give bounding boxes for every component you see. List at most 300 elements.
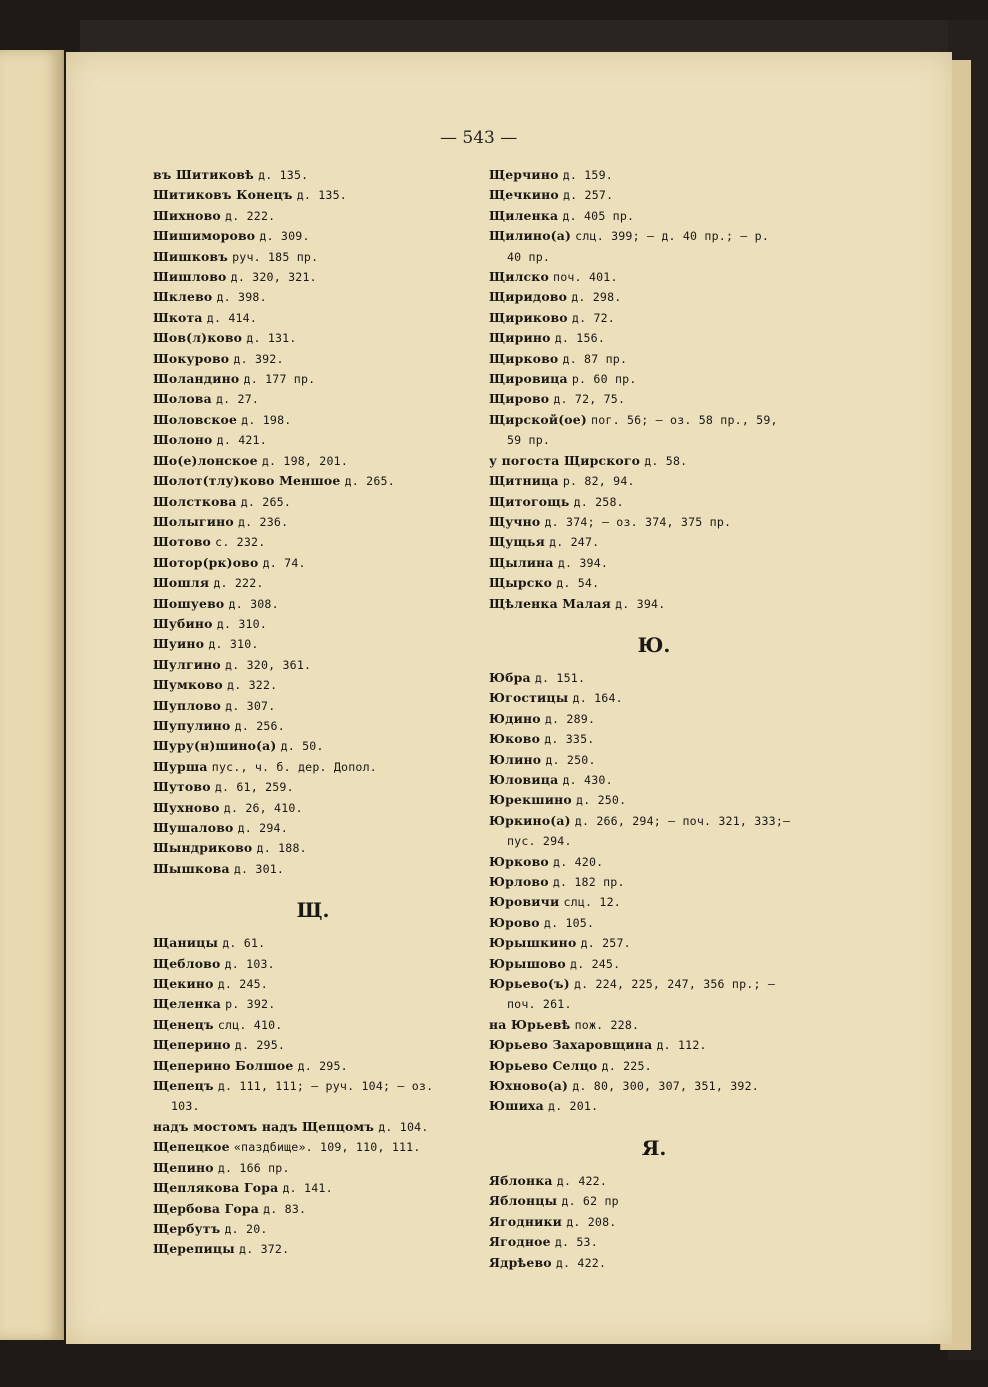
entry-name: Щирково [489, 350, 559, 366]
entry-reference: д. 245. [217, 977, 268, 992]
entry-reference: д. 61, 259. [214, 780, 294, 795]
entry-reference: д. 258. [573, 494, 624, 509]
index-entry [489, 790, 819, 810]
entry-name: Щербова Гора [153, 1200, 259, 1216]
entry-name: Шоландино [153, 371, 240, 387]
entry-name: Щеперино Болшое [153, 1057, 294, 1073]
entry-reference: д. 156. [554, 331, 606, 346]
entry-name: Щаницы [153, 935, 219, 951]
index-entry [153, 165, 473, 185]
index-entry [489, 994, 819, 1014]
entry-reference: д. 58. [644, 453, 688, 468]
entry-reference: д. 265. [344, 474, 395, 489]
index-entry [153, 1056, 473, 1076]
index-entry [153, 736, 473, 756]
entry-name: Шокурово [153, 350, 230, 366]
entry-reference: д. 80, 300, 307, 351, 392. [572, 1079, 759, 1094]
entry-reference: 103. [171, 1099, 200, 1114]
entry-name: Шындриково [153, 840, 253, 856]
index-entry [153, 410, 473, 430]
entry-reference: д. 320, 361. [225, 657, 312, 672]
index-entry [489, 1212, 819, 1232]
entry-reference: д. 83. [263, 1201, 307, 1216]
entry-name: Юркино(а) [489, 812, 571, 828]
entry-name: Юшиха [489, 1098, 544, 1114]
entry-reference: д. 372. [239, 1242, 290, 1257]
right-column [489, 165, 819, 1273]
entry-name: Юрьево(ъ) [489, 976, 570, 992]
entry-reference: поч. 401. [553, 270, 618, 285]
entry-name: Шолот(тлу)ково Меншое [153, 473, 341, 489]
entry-reference: д. 307. [225, 698, 276, 713]
entry-reference: д. 131. [246, 331, 297, 346]
entry-reference: слц. 410. [217, 1017, 283, 1032]
index-entry [153, 512, 473, 532]
index-entry [489, 1035, 819, 1055]
entry-reference: слц. 12. [563, 895, 621, 910]
entry-name: Щиридово [489, 289, 568, 305]
index-entry [489, 1232, 819, 1252]
entry-name: Юловица [489, 771, 559, 787]
entry-reference: д. 320, 321. [230, 270, 317, 285]
entry-reference: р. 392. [225, 997, 276, 1012]
index-entry [489, 328, 819, 348]
entry-name: Шышкова [153, 860, 230, 876]
entry-name: Юлино [489, 751, 542, 767]
entry-reference: д. 87 пр. [562, 351, 628, 366]
entry-reference: р. 82, 94. [562, 474, 635, 489]
entry-name: Щырско [489, 575, 553, 591]
index-entry [489, 933, 819, 953]
entry-reference: руч. 185 пр. [232, 249, 319, 264]
entry-name: Щеблово [153, 955, 221, 971]
index-entry [489, 954, 819, 974]
entry-name: Щеперино [153, 1037, 231, 1053]
index-entry [153, 1219, 473, 1239]
index-entry [153, 994, 473, 1014]
entry-reference: д. 198. [241, 412, 292, 427]
index-entry [153, 859, 473, 879]
entry-reference: д. 420. [553, 854, 604, 869]
entry-reference: д. 250. [576, 793, 627, 808]
entry-name: Юрково [489, 853, 549, 869]
entry-reference: пог. 56; — оз. 58 пр., 59, [591, 412, 778, 427]
entry-name: Яблонцы [489, 1193, 558, 1209]
entry-reference: д. 103. [224, 956, 275, 971]
section-heading-ya: Я. [641, 1135, 667, 1160]
entry-name: Щирино [489, 330, 551, 346]
index-entry [489, 226, 819, 246]
entry-reference: д. 301. [233, 861, 285, 876]
entry-name: Шутово [153, 779, 211, 795]
entry-name: Щерчино [489, 167, 559, 182]
entry-reference: пус., ч. б. дер. Допол. [211, 759, 377, 774]
entry-name: Щерепицы [153, 1241, 235, 1257]
entry-name: Щущья [489, 534, 545, 550]
entry-reference: д. 222. [213, 576, 264, 591]
entry-name: Шотор(рк)ово [153, 554, 259, 570]
entry-reference: д. 422. [556, 1173, 608, 1188]
index-entry [153, 1117, 473, 1137]
entry-name: Шолова [153, 391, 212, 407]
entry-name: Щеленка [153, 996, 221, 1012]
section-heading-yu: Ю. [637, 632, 671, 657]
entry-reference: д. 151. [534, 670, 586, 685]
entry-name: Шолсткова [153, 493, 237, 509]
entry-reference: д. 208. [566, 1214, 617, 1229]
entry-name: Шупулино [153, 717, 231, 733]
entry-reference: д. 398. [216, 290, 267, 305]
entry-name: Щеплякова Гора [153, 1180, 279, 1196]
index-entry [489, 750, 819, 770]
index-entry [489, 1056, 819, 1076]
left-entries-b [153, 933, 473, 1260]
index-entry [153, 974, 473, 994]
entry-name: Юбра [489, 669, 531, 685]
index-entry [153, 287, 473, 307]
entry-reference: д. 394. [557, 555, 609, 570]
entry-name: Шотово [153, 534, 211, 550]
index-entry [153, 933, 473, 953]
index-entry [489, 872, 819, 892]
index-entry [489, 831, 819, 851]
index-entry [489, 185, 819, 205]
entry-reference: д. 198, 201. [261, 453, 349, 468]
entry-reference: д. 72. [571, 310, 615, 325]
index-entry [489, 852, 819, 872]
entry-name: Шурша [153, 758, 208, 774]
index-entry [153, 1158, 473, 1178]
entry-reference: д. 310. [216, 616, 268, 631]
index-entry [153, 675, 473, 695]
entry-reference: д. 26, 410. [223, 800, 303, 815]
entry-name: Шишиморово [153, 228, 256, 244]
entry-name: Шушалово [153, 820, 234, 835]
entry-reference: д. 177 пр. [243, 372, 316, 387]
entry-reference: д. 104. [378, 1119, 429, 1134]
index-entry [153, 369, 473, 389]
entry-reference: д. 182 пр. [552, 875, 625, 889]
entry-reference: д. 257. [580, 936, 631, 951]
index-entry [153, 1178, 473, 1198]
entry-name: Шо(е)лонское [153, 452, 258, 468]
entry-name: Щербутъ [153, 1220, 221, 1236]
index-entry [153, 1239, 473, 1259]
entry-name: Юрлово [489, 874, 549, 889]
entry-reference: д. 247. [549, 535, 600, 550]
entry-name: Ядрѣево [489, 1254, 552, 1270]
entry-name: Юхново(а) [489, 1078, 569, 1094]
index-entry [153, 349, 473, 369]
right-entries-b [489, 668, 819, 1117]
entry-reference: поч. 261. [507, 997, 572, 1012]
entry-reference: д. 394. [615, 596, 666, 611]
entry-reference: д. 289. [544, 711, 596, 726]
index-entry [153, 818, 473, 838]
entry-reference: д. 50. [280, 739, 324, 754]
entry-reference: д. 405 пр. [562, 208, 635, 223]
entry-reference: д. 414. [206, 310, 258, 325]
entry-reference: д. 422. [555, 1255, 607, 1270]
entry-reference: д. 74. [262, 555, 306, 570]
entry-reference: «паздбище». 109, 110, 111. [233, 1140, 421, 1155]
index-entry [153, 573, 473, 593]
right-entries-a [489, 165, 819, 614]
index-entry [489, 1096, 819, 1116]
index-entry [153, 1199, 473, 1219]
entry-reference: д. 164. [572, 691, 623, 706]
entry-reference: д. 392. [233, 351, 284, 366]
entry-reference: д. 310. [208, 637, 259, 652]
entry-name: Шуру(н)шино(а) [153, 738, 277, 754]
entry-reference: д. 105. [543, 915, 595, 930]
entry-name: Юрьево Селцо [489, 1057, 598, 1073]
entry-name: Щечкино [489, 187, 559, 203]
index-entry [489, 974, 819, 994]
entry-name: у погоста Щирского [489, 452, 641, 468]
entry-name: Юрекшино [489, 792, 572, 808]
entry-name: Юрьево Захаровщина [489, 1037, 653, 1053]
entry-reference: д. 72, 75. [553, 392, 626, 407]
entry-name: Щирово [489, 391, 550, 407]
index-entry [153, 798, 473, 818]
entry-name: Шошуево [153, 595, 225, 611]
index-entry [489, 811, 819, 831]
index-entry [153, 757, 473, 777]
entry-name: Щилино(а) [489, 228, 572, 244]
entry-name: Щириково [489, 309, 568, 325]
entry-reference: д. 322. [227, 678, 278, 693]
left-entries-a [153, 165, 473, 879]
entry-name: Юровичи [489, 894, 560, 910]
entry-name: Шумково [153, 677, 223, 693]
entry-name: въ Шитиковѣ [153, 167, 254, 182]
left-page-edge [0, 50, 64, 1340]
entry-reference: с. 232. [215, 535, 266, 550]
index-entry [489, 688, 819, 708]
index-entry [489, 892, 819, 912]
index-entry [489, 1191, 819, 1211]
index-entry [153, 532, 473, 552]
entry-name: Ягодное [489, 1234, 551, 1250]
index-entry [489, 430, 819, 450]
index-entry [489, 1253, 819, 1273]
index-entry [153, 267, 473, 287]
index-entry [153, 1096, 473, 1116]
index-entry [489, 389, 819, 409]
entry-name: Юрышкино [489, 935, 577, 951]
entry-reference: пус. 294. [507, 834, 572, 849]
index-entry [489, 573, 819, 593]
entry-name: Шов(л)ково [153, 330, 243, 346]
entry-reference: д. 256. [234, 718, 285, 733]
entry-reference: д. 374; — оз. 374, 375 пр. [544, 514, 732, 529]
entry-name: Шолыгино [153, 513, 234, 529]
index-entry [153, 1015, 473, 1035]
entry-reference: д. 54. [556, 576, 600, 591]
entry-reference: д. 245. [570, 956, 621, 971]
entry-name: Шклево [153, 289, 213, 305]
entry-name: Шолоно [153, 432, 213, 448]
index-entry [153, 206, 473, 226]
entry-name: Юдино [489, 710, 541, 726]
entry-name: Щепецъ [153, 1078, 214, 1094]
entry-reference: д. 265. [240, 494, 291, 509]
entry-name: Щиленка [489, 207, 559, 223]
entry-name: Щировица [489, 371, 568, 387]
entry-name: Юрышово [489, 955, 566, 971]
entry-reference: пож. 228. [574, 1017, 640, 1032]
entry-name: на Юрьевѣ [489, 1016, 571, 1032]
index-entry [153, 471, 473, 491]
entry-name: Яблонка [489, 1172, 553, 1188]
entry-reference: д. 295. [234, 1038, 286, 1053]
right-entries-c [489, 1171, 819, 1273]
index-entry [489, 770, 819, 790]
index-entry [489, 287, 819, 307]
entry-name: Шишлово [153, 269, 227, 285]
entry-name: Ягодники [489, 1213, 563, 1229]
entry-reference: д. 224, 225, 247, 356 пр.; — [573, 977, 775, 992]
index-entry [489, 267, 819, 287]
entry-reference: д. 135. [258, 168, 309, 182]
entry-name: Шоловское [153, 411, 238, 427]
index-entry [489, 553, 819, 573]
entry-reference: д. 257. [563, 188, 614, 203]
index-entry [489, 1015, 819, 1035]
entry-reference: д. 159. [562, 168, 613, 182]
entry-reference: д. 222. [225, 208, 276, 223]
entry-reference: д. 421. [216, 433, 267, 448]
index-entry [489, 492, 819, 512]
entry-reference: д. 27. [215, 392, 260, 407]
index-entry [153, 389, 473, 409]
index-entry [153, 777, 473, 797]
entry-reference: д. 62 пр [561, 1194, 619, 1209]
entry-name: Щитогощь [489, 493, 570, 509]
entry-name: Шитиковъ Конецъ [153, 187, 293, 203]
entry-reference: д. 166 пр. [217, 1160, 290, 1175]
entry-name: Щылина [489, 554, 554, 570]
entry-reference: д. 236. [238, 514, 289, 529]
book-cover-top [80, 20, 970, 54]
entry-reference: д. 53. [554, 1235, 598, 1250]
index-entry [489, 1171, 819, 1191]
entry-name: Щучно [489, 513, 541, 529]
entry-reference: д. 308. [228, 596, 279, 611]
index-entry [153, 696, 473, 716]
entry-name: Шуплово [153, 697, 221, 713]
entry-name: Щепино [153, 1159, 214, 1175]
entry-reference: д. 335. [544, 732, 595, 747]
index-entry [153, 451, 473, 471]
entry-reference: д. 294. [237, 821, 288, 835]
entry-reference: д. 295. [297, 1058, 348, 1073]
entry-reference: д. 188. [256, 841, 307, 856]
index-entry [489, 512, 819, 532]
index-entry [153, 614, 473, 634]
entry-name: Щекино [153, 976, 214, 992]
entry-reference: д. 135. [296, 188, 347, 203]
entry-reference: д. 20. [224, 1221, 268, 1236]
entry-name: Щѣленка Малая [489, 595, 611, 611]
entry-name: Щепецкое [153, 1139, 230, 1155]
page-number: — 543 — [440, 128, 518, 148]
index-entry [489, 709, 819, 729]
index-entry [153, 492, 473, 512]
entry-name: Юково [489, 731, 541, 747]
index-entry [489, 668, 819, 688]
entry-reference: слц. 399; — д. 40 пр.; — р. [575, 229, 770, 244]
index-entry [489, 532, 819, 552]
index-entry [153, 1137, 473, 1157]
index-entry [489, 410, 819, 430]
index-entry [489, 913, 819, 933]
entry-name: Шкота [153, 309, 203, 325]
index-entry [489, 206, 819, 226]
index-entry [153, 328, 473, 348]
index-entry [153, 226, 473, 246]
entry-reference: д. 112. [656, 1038, 707, 1053]
index-entry [489, 349, 819, 369]
index-entry [153, 838, 473, 858]
entry-name: Шишковъ [153, 248, 228, 264]
index-entry [153, 553, 473, 573]
index-entry [153, 655, 473, 675]
index-entry [153, 1035, 473, 1055]
index-entry [489, 247, 819, 267]
entry-reference: д. 298. [571, 290, 622, 305]
entry-name: Шухново [153, 799, 220, 815]
entry-name: Шуино [153, 636, 205, 652]
entry-name: Шулгино [153, 656, 221, 672]
index-entry [489, 1076, 819, 1096]
entry-name: Щирской(ое) [489, 411, 587, 427]
entry-reference: д. 225. [601, 1058, 652, 1073]
entry-name: Юрово [489, 914, 540, 930]
index-entry [153, 716, 473, 736]
entry-reference: д. 430. [562, 772, 613, 787]
index-entry [489, 451, 819, 471]
entry-name: Шошля [153, 575, 210, 591]
entry-name: Щенецъ [153, 1016, 214, 1032]
index-entry [153, 594, 473, 614]
index-entry [153, 954, 473, 974]
entry-reference: д. 141. [282, 1181, 333, 1196]
index-entry [489, 729, 819, 749]
index-entry [489, 369, 819, 389]
entry-name: Шихново [153, 207, 221, 223]
index-entry [153, 308, 473, 328]
entry-reference: д. 250. [545, 752, 596, 767]
left-column [153, 165, 473, 1260]
index-entry [489, 165, 819, 185]
index-entry [489, 471, 819, 491]
index-entry [153, 247, 473, 267]
index-entry [153, 1076, 473, 1096]
entry-reference: 40 пр. [507, 249, 551, 264]
entry-reference: 59 пр. [507, 433, 551, 448]
index-entry [153, 185, 473, 205]
entry-reference: д. 309. [259, 229, 310, 244]
section-heading-shcha: Щ. [296, 898, 330, 923]
entry-reference: д. 61. [222, 936, 266, 951]
entry-name: Югостицы [489, 690, 569, 706]
index-entry [489, 308, 819, 328]
entry-name: надъ мостомъ надъ Щепцомъ [153, 1118, 375, 1134]
entry-reference: д. 201. [548, 1099, 599, 1114]
entry-reference: д. 266, 294; — поч. 321, 333;— [574, 813, 791, 828]
